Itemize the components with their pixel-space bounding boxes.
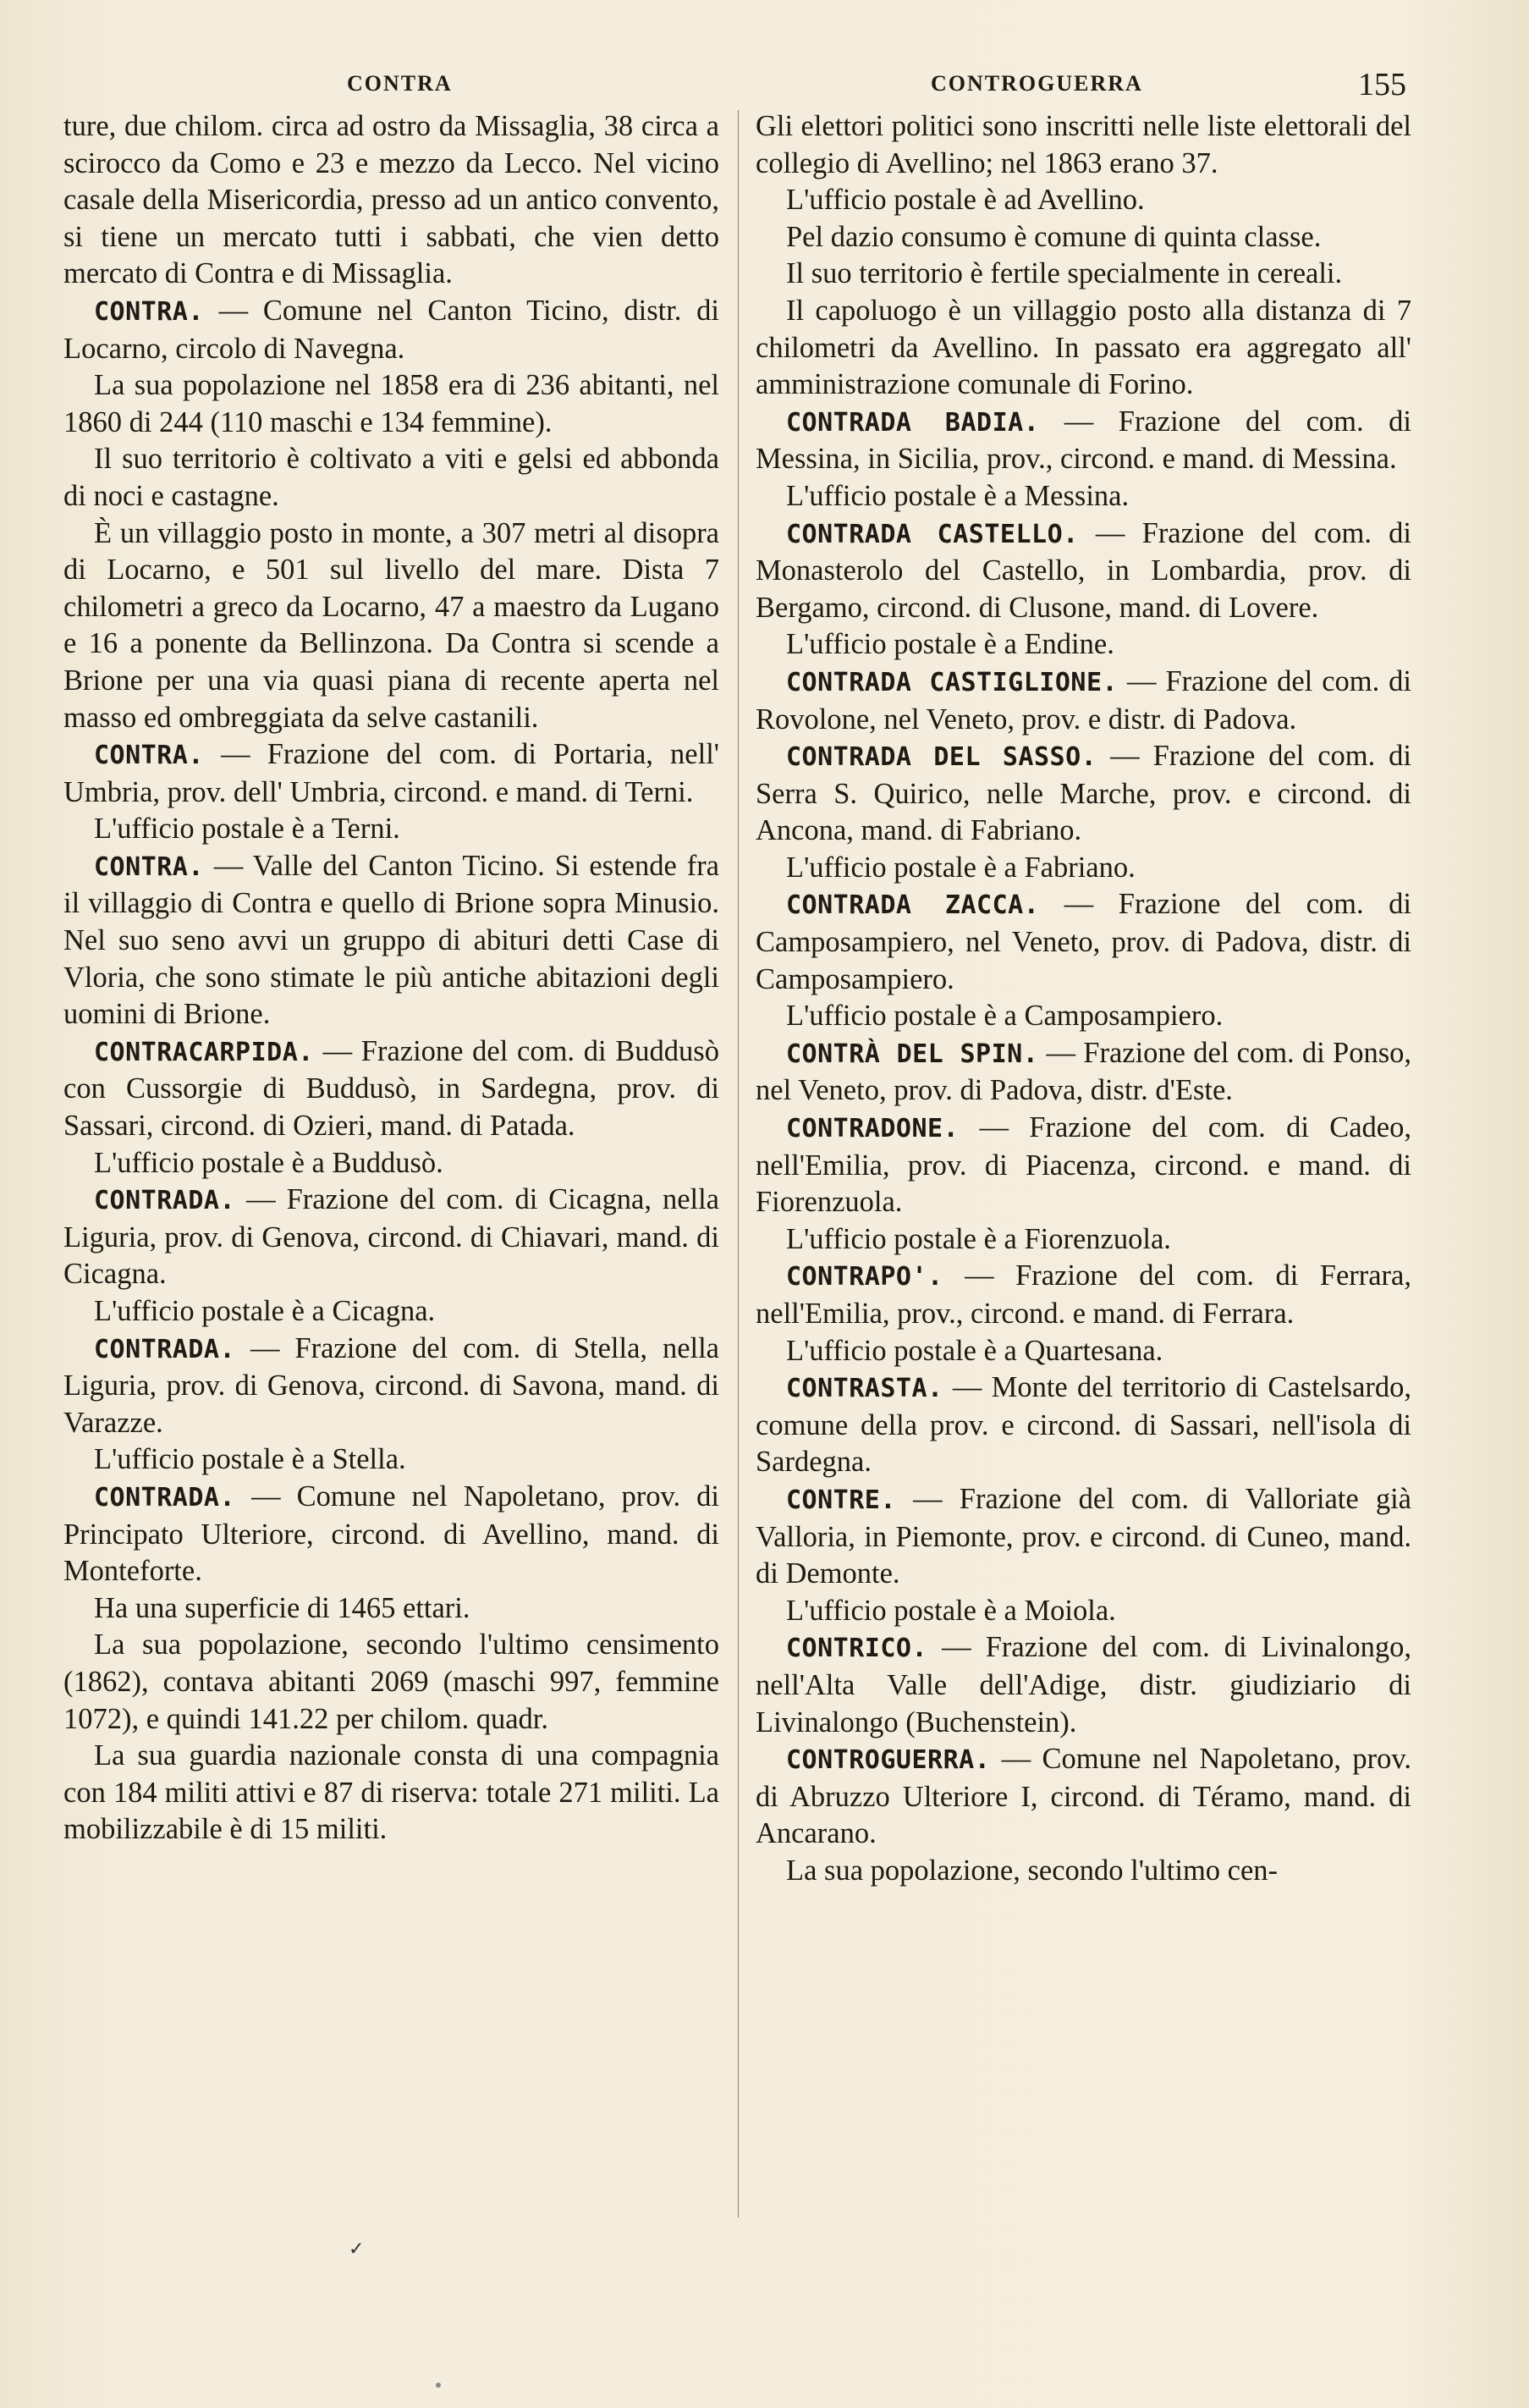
entry-headword: CONTRADONE. (786, 1114, 960, 1144)
entry-headword: CONTRADA CASTIGLIONE. (786, 667, 1119, 697)
text-paragraph (756, 478, 1411, 515)
entry-text: La sua guardia nazionale consta di una compagnia con 184 militi attivi e 87 di riserva: totale 271 militi. La mobilizzabile è di 15 militi. (63, 1739, 719, 1846)
text-paragraph (63, 441, 719, 515)
entry-text: L'ufficio postale è a Terni. (94, 813, 400, 846)
text-paragraph (63, 1590, 719, 1628)
entry-text: L'ufficio postale è a Quartesana. (786, 1334, 1163, 1367)
entry-paragraph (63, 848, 719, 1033)
entry-paragraph (756, 1258, 1411, 1332)
ink-dot (436, 2383, 441, 2388)
entry-text: — Frazione del com. di Cadeo, nell'Emilia, prov. di Piacenza, circond. e mand. di Fiorenzuola. (756, 1111, 1411, 1219)
entry-text: — Frazione del com. di Livinalongo, nell'Alta Valle dell'Adige, distr. giudiziario di Livinalongo (Buchenstein). (756, 1631, 1411, 1738)
entry-text: — Valle del Canton Ticino. Si estende fra il villaggio di Contra e quello di Brione sopra Minusio. Nel suo seno avvi un gruppo di abituri detti Case di Vloria, che sono stimate le più antiche abitazioni degli uomini di Brione. (63, 849, 719, 1031)
entry-headword: CONTRADA. (94, 1186, 236, 1216)
text-paragraph (756, 108, 1411, 182)
entry-paragraph (756, 738, 1411, 850)
text-paragraph (756, 1853, 1411, 1890)
entry-text: Il capoluogo è un villaggio posto alla distanza di 7 chilometri da Avellino. In passato era aggregato all' amministrazione comunale di Forino. (756, 294, 1411, 401)
entry-text: L'ufficio postale è a Endine. (786, 628, 1114, 661)
entry-headword: CONTRASTA. (786, 1374, 943, 1404)
text-paragraph (756, 182, 1411, 219)
entry-text: — Frazione del com. di Stella, nella Liguria, prov. di Genova, circond. di Savona, mand. di Varazze. (63, 1331, 719, 1439)
entry-paragraph (63, 736, 719, 811)
entry-paragraph (63, 1033, 719, 1145)
entry-text: — Frazione del com. di Monasterolo del Castello, in Lombardia, prov. di Bergamo, circond. di Clusone, mand. di Lovere. (756, 516, 1411, 624)
entry-text: L'ufficio postale è ad Avellino. (786, 184, 1145, 217)
entry-headword: CONTRACARPIDA. (94, 1037, 314, 1067)
entry-text: — Comune nel Napoletano, prov. di Abruzzo Ulteriore I, circond. di Téramo, mand. di Ancarano. (756, 1743, 1411, 1850)
right-column (756, 108, 1411, 1890)
entry-paragraph (63, 1331, 719, 1442)
running-head-right: CONTROGUERRA (931, 71, 1143, 96)
entry-headword: CONTRADA ZACCA. (786, 890, 1040, 921)
entry-headword: CONTRADA BADIA. (786, 407, 1040, 438)
entry-text: — Frazione del com. di Buddusò con Cussorgie di Buddusò, in Sardegna, prov. di Sassari, circond. di Ozieri, mand. di Patada. (63, 1034, 719, 1143)
text-paragraph (756, 256, 1411, 293)
entry-text: L'ufficio postale è a Camposampiero. (786, 1000, 1224, 1033)
entry-paragraph (63, 1182, 719, 1293)
entry-text: L'ufficio postale è a Moiola. (786, 1594, 1116, 1627)
entry-text: ture, due chilom. circa ad ostro da Missaglia, 38 circa a scirocco da Como e 23 e mezzo da Lecco. Nel vicino casale della Misericordia, presso ad un antico convento, si tiene un mercato tutti i sabbati, che vien detto mercato di Contra e di Missaglia. (63, 110, 719, 290)
entry-text: — Frazione del com. di Camposampiero, nel Veneto, prov. di Padova, distr. di Camposampiero. (756, 888, 1411, 995)
entry-headword: CONTRA. (94, 851, 204, 882)
running-head-left: CONTRA (347, 71, 453, 96)
entry-paragraph (756, 1741, 1411, 1853)
entry-paragraph (756, 1369, 1411, 1481)
entry-text: La sua popolazione, secondo l'ultimo cen- (786, 1854, 1279, 1887)
entry-text: L'ufficio postale è a Cicagna. (94, 1295, 436, 1327)
entry-paragraph (756, 664, 1411, 738)
entry-text: Il suo territorio è fertile specialmente in cereali. (786, 257, 1343, 290)
entry-text: — Frazione del com. di Cicagna, nella Liguria, prov. di Genova, circond. di Chiavari, mand. di Cicagna. (63, 1183, 719, 1291)
entry-text: L'ufficio postale è a Fiorenzuola. (786, 1222, 1171, 1255)
text-paragraph (63, 1441, 719, 1479)
entry-text: L'ufficio postale è a Buddusò. (94, 1146, 443, 1179)
entry-headword: CONTRICO. (786, 1634, 928, 1664)
text-paragraph (756, 1593, 1411, 1630)
entry-text: Pel dazio consumo è comune di quinta classe. (786, 220, 1322, 253)
entry-text: — Frazione del com. di Valloriate già Valloria, in Piemonte, prov. e circond. di Cuneo, mand. di Demonte. (756, 1482, 1411, 1590)
entry-paragraph (63, 1479, 719, 1590)
text-paragraph (756, 293, 1411, 404)
entry-text: L'ufficio postale è a Stella. (94, 1443, 406, 1476)
entry-text: — Frazione del com. di Portaria, nell' Umbria, prov. dell' Umbria, circond. e mand. di Terni. (63, 738, 719, 808)
text-paragraph (63, 1627, 719, 1738)
entry-headword: CONTRÀ DEL SPIN. (786, 1039, 1039, 1069)
text-paragraph (63, 1293, 719, 1331)
entry-paragraph (756, 515, 1411, 627)
page-number: 155 (1358, 67, 1406, 102)
entry-headword: CONTROGUERRA. (786, 1745, 991, 1776)
entry-headword: CONTRADA. (94, 1482, 236, 1513)
entry-headword: CONTRAPO'. (786, 1262, 943, 1292)
text-paragraph (756, 1333, 1411, 1370)
entry-text: Ha una superficie di 1465 ettari. (94, 1591, 470, 1624)
entry-paragraph (756, 886, 1411, 998)
entry-text: — Monte del territorio di Castelsardo, comune della prov. e circond. di Sassari, nell'isola di Sardegna. (756, 1371, 1411, 1479)
entry-headword: CONTRADA. (94, 1334, 236, 1364)
entry-paragraph (756, 1629, 1411, 1741)
entry-text: — Frazione del com. di Rovolone, nel Veneto, prov. e distr. di Padova. (756, 664, 1411, 736)
entry-text: — Frazione del com. di Messina, in Sicilia, prov., circond. e mand. di Messina. (756, 405, 1411, 476)
text-paragraph (756, 1221, 1411, 1259)
text-paragraph (756, 850, 1411, 887)
entry-headword: CONTRADA DEL SASSO. (786, 742, 1097, 773)
entry-text: — Frazione del com. di Ponso, nel Veneto, prov. di Padova, distr. d'Este. (756, 1036, 1411, 1107)
text-paragraph (63, 1738, 719, 1849)
entry-headword: CONTRA. (94, 741, 204, 771)
text-paragraph (63, 1145, 719, 1182)
entry-text: È un villaggio posto in monte, a 307 metri al disopra di Locarno, e 501 sul livello del mare. Dista 7 chilometri a greco da Locarno, 47 a maestro da Lugano e 16 a ponente da Bellinzona. Da Contra si scende a Brione per una via quasi piana di recente aperta nel masso ed ombreggiata da selve castanili. (63, 516, 719, 734)
entry-text: Il suo territorio è coltivato a viti e gelsi ed abbonda di noci e castagne. (63, 443, 719, 512)
entry-headword: CONTRADA CASTELLO. (786, 519, 1079, 549)
text-paragraph (63, 515, 719, 737)
entry-text: L'ufficio postale è a Fabriano. (786, 851, 1136, 884)
column-divider (738, 110, 739, 2218)
text-paragraph (63, 108, 719, 293)
ink-mark: ✓ (349, 2239, 365, 2260)
text-paragraph (63, 367, 719, 441)
text-paragraph (63, 811, 719, 848)
entry-paragraph (63, 293, 719, 367)
entry-text: Gli elettori politici sono inscritti nelle liste elettorali del collegio di Avellino; nel 1863 erano 37. (756, 110, 1411, 179)
entry-text: — Frazione del com. di Serra S. Quirico, nelle Marche, prov. e circond. di Ancona, mand. di Fabriano. (756, 740, 1411, 847)
entry-headword: CONTRA. (94, 296, 204, 327)
entry-paragraph (756, 1481, 1411, 1593)
entry-text: — Comune nel Napoletano, prov. di Principato Ulteriore, circond. di Avellino, mand. di Monteforte. (63, 1480, 719, 1588)
text-paragraph (756, 998, 1411, 1035)
entry-paragraph (756, 1035, 1411, 1110)
text-paragraph (756, 626, 1411, 664)
entry-text: L'ufficio postale è a Messina. (786, 479, 1130, 512)
entry-paragraph (756, 1110, 1411, 1221)
entry-paragraph (756, 404, 1411, 478)
entry-text: La sua popolazione nel 1858 era di 236 abitanti, nel 1860 di 244 (110 maschi e 134 femmine). (63, 369, 719, 438)
text-paragraph (756, 219, 1411, 256)
entry-text: — Comune nel Canton Ticino, distr. di Locarno, circolo di Navegna. (63, 294, 719, 365)
entry-text: — Frazione del com. di Ferrara, nell'Emilia, prov., circond. e mand. di Ferrara. (756, 1259, 1411, 1330)
entry-headword: CONTRE. (786, 1485, 896, 1515)
entry-text: La sua popolazione, secondo l'ultimo censimento (1862), contava abitanti 2069 (maschi 997, femmine 1072), e quindi 141.22 per chilom. quadr. (63, 1628, 719, 1735)
left-column (63, 108, 719, 1849)
